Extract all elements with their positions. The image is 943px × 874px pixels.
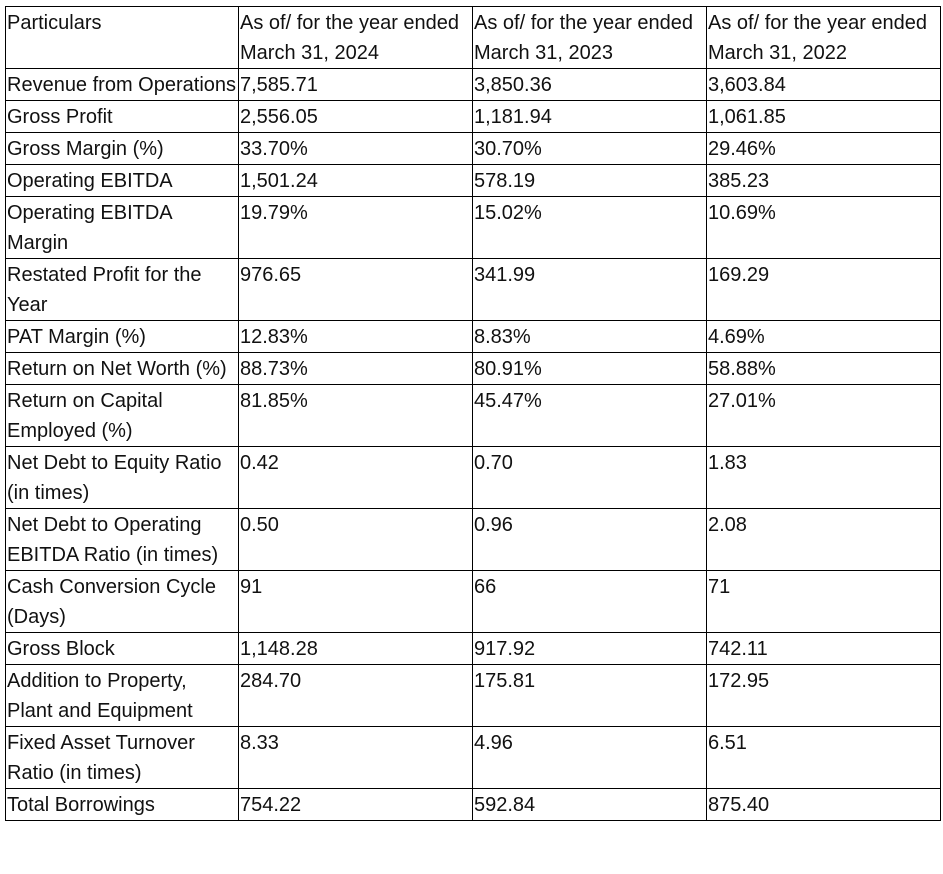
value-fy2022: 27.01% — [707, 385, 941, 447]
header-fy2023: As of/ for the year ended March 31, 2023 — [473, 7, 707, 69]
value-fy2024: 0.42 — [239, 447, 473, 509]
table-header-row — [6, 7, 941, 69]
table-row — [6, 259, 941, 321]
row-particular: PAT Margin (%) — [6, 321, 239, 353]
row-particular: Operating EBITDA Margin — [6, 197, 239, 259]
row-particular: Net Debt to Operating EBITDA Ratio (in times) — [6, 509, 239, 571]
value-fy2023: 66 — [473, 571, 707, 633]
value-fy2023: 0.96 — [473, 509, 707, 571]
table-row — [6, 69, 941, 101]
value-fy2022: 172.95 — [707, 665, 941, 727]
row-particular: Net Debt to Equity Ratio (in times) — [6, 447, 239, 509]
header-fy2024: As of/ for the year ended March 31, 2024 — [239, 7, 473, 69]
table-row — [6, 727, 941, 789]
header-fy2022: As of/ for the year ended March 31, 2022 — [707, 7, 941, 69]
row-particular: Fixed Asset Turnover Ratio (in times) — [6, 727, 239, 789]
value-fy2024: 754.22 — [239, 789, 473, 821]
table-row — [6, 385, 941, 447]
table-row — [6, 447, 941, 509]
row-particular: Restated Profit for the Year — [6, 259, 239, 321]
value-fy2022: 2.08 — [707, 509, 941, 571]
table-row — [6, 789, 941, 821]
table-row — [6, 321, 941, 353]
value-fy2022: 742.11 — [707, 633, 941, 665]
table-row — [6, 353, 941, 385]
value-fy2024: 12.83% — [239, 321, 473, 353]
table-row — [6, 509, 941, 571]
value-fy2024: 284.70 — [239, 665, 473, 727]
value-fy2024: 88.73% — [239, 353, 473, 385]
table-row — [6, 165, 941, 197]
value-fy2022: 4.69% — [707, 321, 941, 353]
row-particular: Return on Net Worth (%) — [6, 353, 239, 385]
table-row — [6, 571, 941, 633]
value-fy2023: 3,850.36 — [473, 69, 707, 101]
value-fy2022: 10.69% — [707, 197, 941, 259]
value-fy2023: 4.96 — [473, 727, 707, 789]
value-fy2023: 578.19 — [473, 165, 707, 197]
value-fy2023: 30.70% — [473, 133, 707, 165]
value-fy2024: 7,585.71 — [239, 69, 473, 101]
value-fy2022: 385.23 — [707, 165, 941, 197]
row-particular: Addition to Property, Plant and Equipment — [6, 665, 239, 727]
row-particular: Cash Conversion Cycle (Days) — [6, 571, 239, 633]
value-fy2023: 1,181.94 — [473, 101, 707, 133]
value-fy2024: 91 — [239, 571, 473, 633]
value-fy2024: 81.85% — [239, 385, 473, 447]
table-row — [6, 633, 941, 665]
row-particular: Gross Profit — [6, 101, 239, 133]
value-fy2022: 1,061.85 — [707, 101, 941, 133]
value-fy2023: 15.02% — [473, 197, 707, 259]
value-fy2022: 29.46% — [707, 133, 941, 165]
value-fy2022: 169.29 — [707, 259, 941, 321]
row-particular: Gross Block — [6, 633, 239, 665]
value-fy2024: 2,556.05 — [239, 101, 473, 133]
value-fy2023: 341.99 — [473, 259, 707, 321]
value-fy2024: 33.70% — [239, 133, 473, 165]
value-fy2024: 1,501.24 — [239, 165, 473, 197]
value-fy2023: 45.47% — [473, 385, 707, 447]
table-row — [6, 665, 941, 727]
header-particulars: Particulars — [6, 7, 239, 69]
value-fy2022: 71 — [707, 571, 941, 633]
value-fy2024: 976.65 — [239, 259, 473, 321]
value-fy2024: 0.50 — [239, 509, 473, 571]
value-fy2024: 19.79% — [239, 197, 473, 259]
value-fy2022: 6.51 — [707, 727, 941, 789]
value-fy2022: 58.88% — [707, 353, 941, 385]
value-fy2022: 1.83 — [707, 447, 941, 509]
table-row — [6, 101, 941, 133]
row-particular: Gross Margin (%) — [6, 133, 239, 165]
value-fy2023: 80.91% — [473, 353, 707, 385]
value-fy2023: 175.81 — [473, 665, 707, 727]
value-fy2022: 875.40 — [707, 789, 941, 821]
table-row — [6, 197, 941, 259]
value-fy2023: 8.83% — [473, 321, 707, 353]
value-fy2022: 3,603.84 — [707, 69, 941, 101]
row-particular: Operating EBITDA — [6, 165, 239, 197]
value-fy2023: 592.84 — [473, 789, 707, 821]
value-fy2023: 0.70 — [473, 447, 707, 509]
row-particular: Revenue from Operations — [6, 69, 239, 101]
row-particular: Return on Capital Employed (%) — [6, 385, 239, 447]
value-fy2023: 917.92 — [473, 633, 707, 665]
table-row — [6, 133, 941, 165]
value-fy2024: 1,148.28 — [239, 633, 473, 665]
financial-metrics-table — [5, 6, 941, 821]
row-particular: Total Borrowings — [6, 789, 239, 821]
value-fy2024: 8.33 — [239, 727, 473, 789]
